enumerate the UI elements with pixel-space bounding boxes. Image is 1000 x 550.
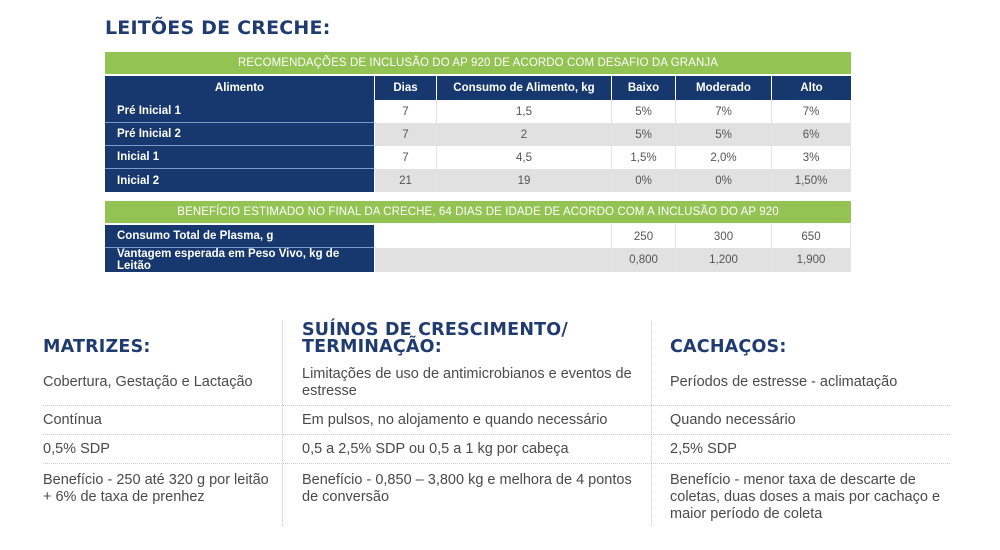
cell-baixo: 5%	[612, 100, 676, 123]
row-divider	[43, 434, 950, 435]
cell-baixo: 1,5%	[612, 146, 676, 169]
heading-line: TERMINAÇÃO:	[302, 337, 442, 357]
heading-suinos-crescimento	[302, 322, 568, 356]
table-row	[105, 146, 851, 169]
cell-consumo: 2	[437, 123, 612, 146]
row-divider	[43, 463, 950, 464]
row-divider	[43, 405, 950, 406]
cell-alto: 6%	[772, 123, 851, 146]
row-label: Pré Inicial 2	[105, 123, 375, 146]
table-row	[105, 123, 851, 146]
cell-baixo: 0,800	[612, 248, 676, 272]
cachacos-benefit: Benefício - menor taxa de descarte de coletas, duas doses a mais por cachaço e maior período de coleta	[670, 472, 941, 522]
table-banner: RECOMENDAÇÕES DE INCLUSÃO DO AP 920 DE ACORDO COM DESAFIO DA GRANJA	[105, 52, 851, 76]
cell-moderado: 2,0%	[676, 146, 772, 169]
cell-baixo: 0%	[612, 169, 676, 192]
cell-moderado: 1,200	[676, 248, 772, 272]
suinos-indication: Limitações de uso de antimicrobianos e eventos de estresse	[302, 366, 632, 399]
cell-dias: 7	[375, 100, 437, 123]
suinos-benefit: Benefício - 0,850 – 3,800 kg e melhora de 4 pontos de conversão	[302, 472, 632, 505]
inclusion-recommendations-table	[105, 52, 851, 192]
estimated-benefit-table	[105, 201, 851, 272]
row-label: Inicial 1	[105, 146, 375, 169]
table-banner: BENEFÍCIO ESTIMADO NO FINAL DA CRECHE, 64 DIAS DE IDADE DE ACORDO COM A INCLUSÃO DO AP 920	[105, 201, 851, 225]
column-header-moderado: Moderado	[676, 76, 772, 100]
cell-moderado: 0%	[676, 169, 772, 192]
column-divider	[282, 320, 283, 525]
cell-moderado: 300	[676, 225, 772, 248]
cell-baixo: 5%	[612, 123, 676, 146]
cell-consumo: 19	[437, 169, 612, 192]
matrizes-indication: Cobertura, Gestação e Lactação	[43, 374, 253, 390]
cachacos-dose: 2,5% SDP	[670, 441, 737, 457]
column-header-baixo: Baixo	[612, 76, 676, 100]
heading-cachacos: CACHAÇOS:	[670, 337, 787, 357]
column-header-consumo: Consumo de Alimento, kg	[437, 76, 612, 100]
column-header-dias: Dias	[375, 76, 437, 100]
heading-line: SUÍNOS DE CRESCIMENTO/	[302, 320, 568, 340]
cell-moderado: 5%	[676, 123, 772, 146]
cell-alto: 7%	[772, 100, 851, 123]
row-label: Inicial 2	[105, 169, 375, 192]
cell-alto: 1,900	[772, 248, 851, 272]
cachacos-indication: Períodos de estresse - aclimatação	[670, 374, 898, 390]
column-header-alto: Alto	[772, 76, 851, 100]
cell-alto: 3%	[772, 146, 851, 169]
cell-consumo: 4,5	[437, 146, 612, 169]
suinos-dose: 0,5 a 2,5% SDP ou 0,5 a 1 kg por cabeça	[302, 441, 569, 457]
row-label: Pré Inicial 1	[105, 100, 375, 123]
column-header-alimento: Alimento	[105, 76, 375, 100]
row-label: Vantagem esperada em Peso Vivo, kg de Leitão	[105, 248, 375, 272]
cell-dias: 7	[375, 123, 437, 146]
column-divider	[651, 320, 652, 525]
cell-alto: 1,50%	[772, 169, 851, 192]
cell-moderado: 7%	[676, 100, 772, 123]
table-row	[105, 248, 851, 272]
cell-baixo: 250	[612, 225, 676, 248]
cell-alto: 650	[772, 225, 851, 248]
table-row	[105, 225, 851, 248]
empty-cell	[375, 225, 612, 248]
cachacos-frequency: Quando necessário	[670, 412, 796, 428]
empty-cell	[375, 248, 612, 272]
cell-consumo: 1,5	[437, 100, 612, 123]
matrizes-dose: 0,5% SDP	[43, 441, 110, 457]
cell-dias: 7	[375, 146, 437, 169]
row-label: Consumo Total de Plasma, g	[105, 225, 375, 248]
table-row	[105, 169, 851, 192]
suinos-frequency: Em pulsos, no alojamento e quando necessário	[302, 412, 608, 428]
page-title: LEITÕES DE CRECHE:	[105, 17, 331, 39]
heading-matrizes: MATRIZES:	[43, 337, 151, 357]
matrizes-benefit: Benefício - 250 até 320 g por leitão + 6% de taxa de prenhez	[43, 472, 269, 505]
cell-dias: 21	[375, 169, 437, 192]
table-row	[105, 100, 851, 123]
matrizes-frequency: Contínua	[43, 412, 102, 428]
table-header-row	[105, 76, 851, 100]
